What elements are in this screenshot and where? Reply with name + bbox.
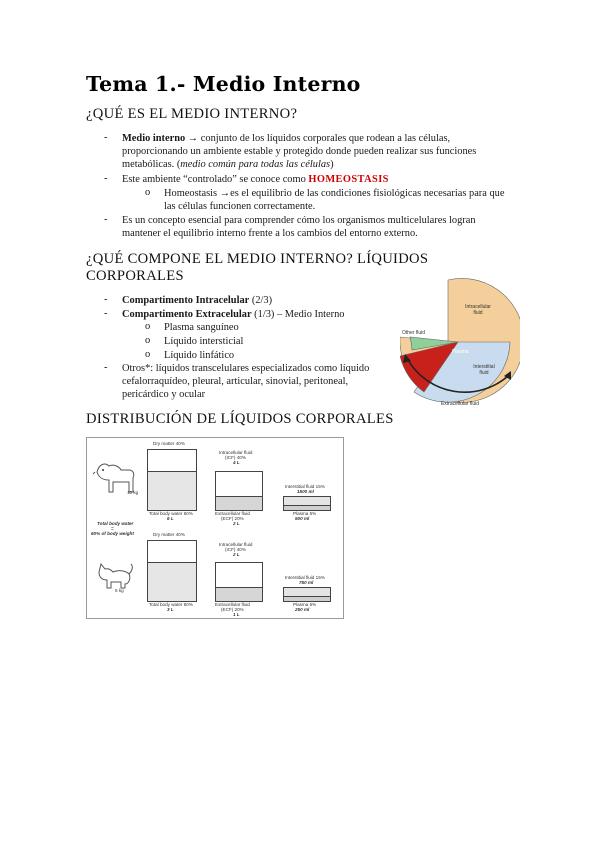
pie-label-intracellular-2: fluid [473, 310, 483, 316]
bullet-o: o [145, 335, 151, 346]
cat-dry-matter: Dry matter 40% [153, 532, 185, 537]
dog-dry-matter: Dry matter 40% [153, 441, 185, 446]
close-paren: ) [330, 159, 334, 170]
bullet-dash: - [104, 214, 108, 225]
pie-label-interstitial-1: Interstitial [473, 364, 495, 370]
bullet-dash: - [104, 294, 108, 305]
dog-icf-box [215, 471, 263, 498]
dog-dry-box [147, 449, 197, 473]
cat-icon [95, 558, 135, 590]
dog-water-box [147, 471, 197, 511]
heading-line2: CORPORALES [86, 268, 184, 284]
pie-label-interstitial-2: fluid [479, 370, 489, 376]
fluid-distribution-figure [86, 437, 344, 619]
item-otros: Otros*: líquidos transcelulares especializados como líquido cefalorraquídeo, pleural, articular, sinovial, peritoneal, pericárdico y ocular [122, 363, 370, 400]
fraction-extracelular: (1/3) – Medio Interno [251, 309, 345, 320]
cat-icf-pct: (ICF) 40% [225, 547, 246, 552]
dog-tbw-value: 6 L [167, 516, 174, 521]
italic-note: medio común para todas las células [180, 159, 331, 170]
cat-ecf-label: Extracellular fluid [215, 602, 250, 607]
cat-tbw-label: Total body water 60% [149, 602, 193, 607]
paragraph-concept: Es un concepto esencial para comprender cómo los organismos multicelulares logran mantener el equilibrio interno frente a los cambios del entorno externo. [122, 215, 476, 239]
item-plasma: Plasma sanguíneo [164, 322, 239, 333]
page-title: Tema 1.- Medio Interno [86, 72, 361, 96]
definition-text: → conjunto de los líquidos corporales que rodean a las células, proporcionando un ambiente estable y protegido donde pueden realizar sus funciones metabólicas. ( [122, 133, 477, 170]
cat-water-box [147, 562, 197, 602]
term-extracelular: Compartimento Extracelular [122, 309, 252, 320]
section-heading-what-is: ¿QUÉ ES EL MEDIO INTERNO? [86, 106, 298, 122]
cat-ecf-pct: (ECF) 20% [221, 607, 244, 612]
paragraph-homeostasis-def: Homeostasis →es el equilibrio de las condiciones fisiológicas necesarias para que las células funcionen correctamente. [164, 188, 505, 212]
heading-line1: ¿QUÉ COMPONE EL MEDIO INTERNO? LÍQUIDOS [86, 251, 429, 267]
dog-plasma-label: Plasma 5% [293, 511, 317, 516]
pie-label-extracellular: Extracellular fluid [440, 401, 480, 407]
cat-isf-value: 750 ml [299, 580, 314, 585]
dog-icf-label: Intracellular fluid [219, 450, 253, 455]
paragraph-homeostasis [122, 173, 507, 186]
bullet-dash: - [104, 308, 108, 319]
dog-icf-value: 4 L [233, 460, 240, 465]
dog-ecf-value: 2 L [233, 521, 240, 526]
cat-icf-value: 2 L [233, 552, 240, 557]
cat-plasma-value: 250 ml [295, 607, 310, 612]
cat-ecf-value: 1 L [233, 612, 240, 617]
bullet-o: o [145, 187, 151, 198]
dog-isf-value: 1500 ml [297, 489, 314, 494]
item-intersticial: Líquido intersticial [164, 336, 244, 347]
dog-ecf-label: Extracellular fluid [215, 511, 250, 516]
item-extracelular [122, 308, 345, 321]
cat-icf-box [215, 562, 263, 589]
cat-tbw-value: 3 L [167, 607, 174, 612]
pie-label-intracellular-1: Intracellular [465, 304, 491, 310]
dog-plasma-value: 500 ml [295, 516, 310, 521]
cat-dry-box [147, 540, 197, 564]
cat-isf-label: Interstitial fluid 15% [285, 575, 325, 580]
dog-tbw-label: Total body water 60% [149, 511, 193, 516]
term-intracelular: Compartimento Intracelular [122, 295, 250, 306]
cat-ecf-box [215, 587, 263, 602]
dog-ecf-box [215, 496, 263, 511]
bullet-dash: - [104, 362, 108, 373]
body-fluid-pie-chart [400, 272, 520, 412]
bullet-dash: - [104, 173, 108, 184]
cat-icf-label: Intracellular fluid [219, 542, 253, 547]
tbw-middle-line3: 60% of body weight [91, 531, 134, 536]
bullet-dash: - [104, 132, 108, 143]
pie-label-other: Other fluid [402, 330, 426, 336]
dog-ecf-pct: (ECF) 20% [221, 516, 244, 521]
dog-weight: 10 kg [127, 490, 139, 495]
section-heading-distribution: DISTRIBUCIÓN DE LÍQUIDOS CORPORALES [86, 411, 394, 427]
fraction-intracelular: (2/3) [249, 295, 273, 306]
cat-plasma-label: Plasma 5% [293, 602, 317, 607]
homeostasis-intro: Este ambiente “controlado” se conoce como [122, 174, 309, 185]
pie-label-plasma: Plasma [452, 349, 469, 355]
dog-icf-pct: (ICF) 40% [225, 455, 246, 460]
item-linfatico: Líquido linfático [164, 350, 235, 361]
tbw-middle-line1: Total body water [97, 521, 134, 526]
paragraph-medio-interno [122, 132, 507, 171]
dog-isf-label: Interstitial fluid 15% [285, 484, 325, 489]
homeostasis-highlight: HOMEOSTASIS [308, 174, 389, 185]
bullet-o: o [145, 349, 151, 360]
section-heading-composition [86, 251, 428, 285]
bullet-o: o [145, 321, 151, 332]
tbw-middle-line2: = [111, 526, 114, 531]
term-medio-interno: Medio interno [122, 133, 186, 144]
item-intracelular [122, 294, 272, 307]
cat-weight: 5 kg [115, 588, 124, 593]
